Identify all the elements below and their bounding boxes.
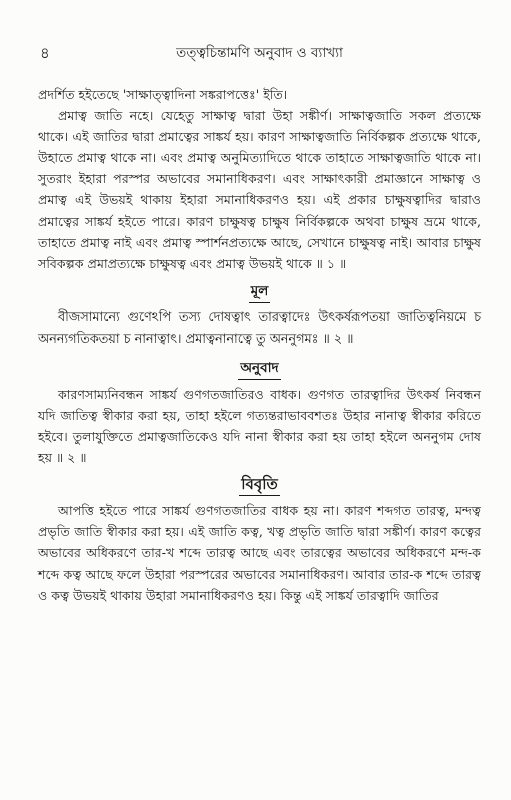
mula-section [38,307,481,351]
vivriti-heading-text: বিবৃতি [239,475,280,496]
intro-line: প্রদর্শিত হইতেছে 'সাক্ষাত্ত্বাদিনা সঙ্করাপত্তেঃ' ইতি। [38,87,288,102]
anuvad-text: কারণসাম্যনিবন্ধন সাঙ্কর্য গুণগতজাতিরও বাধক। গুণগত তারত্বাদির উৎকর্ষ নিবন্ধন যদি জাতিত্ব স্বীকার করা হয়, তাহা হইলে গত্যন্তরাভাববশতঃ উহার নানাত্ব স্বীকার করিতে হইবে। তুলাযুক্তিতে প্রমাত্বজাতিকেও যদি নানা স্বীকার করা হয় তাহা হইলে অননুগম দোষ হয় ॥ ২ ॥ [38,386,481,466]
vivriti-heading [38,474,481,496]
vivriti-text: আপত্তি হইতে পারে সাঙ্কর্য গুণগতজাতির বাধক হয় না। কারণ শব্দগত তারত্ব, মন্দত্ব প্রভৃতি জাতি স্বীকার করা হয়। এই জাতি কত্ব, খত্ব প্রভৃতি জাতি দ্বারা সঙ্কীর্ণ। কারণ কত্বের অভাবের অধিকরণে তার-খ শব্দে তারত্ব আছে এবং তারত্বের অভাবের অধিকরণে মন্দ-ক শব্দে কত্ব আছে ফলে উহারা পরস্পরের অভাবের সমানাধিকরণ। আবার তার-ক শব্দে তারত্ব ও কত্ব উভয়ই থাকায় উহারা সমানাধিকরণও হয়। কিন্তু এই সাঙ্কর্য তারত্বাদি জাতির [38,503,481,603]
page-body [38,84,481,606]
mula-text: বীজসামান্যে গুণেঽপি তস্য দোষত্বাৎ তারত্বাদেঃ উৎকর্ষরূপতয়া জাতিত্বনিয়মে চ অনন্যগতিকতয়া চ নানাত্বাৎ। প্রমাত্বনানাত্বে তু অননুগমঃ ॥ ২ ॥ [38,309,481,347]
mula-heading [38,280,481,303]
anuvad-heading-text: অনুবাদ [238,359,280,380]
mula-heading-text: মূল [249,282,271,303]
anuvad-heading [38,357,481,380]
page-number: ৪ [40,44,50,62]
running-title: তত্ত্বচিন্তামণি অনুবাদ ও ব্যাখ্যা [176,45,343,61]
intro-paragraph: প্রমাত্ব জাতি নহে। যেহেতু সাক্ষাত্ব দ্বারা উহা সঙ্কীর্ণ। সাক্ষাত্বজাতি সকল প্রত্যক্ষে থাকে। এই জাতির দ্বারা প্রমাত্বের সাঙ্কর্য হয়। কারণ সাক্ষাত্বজাতি নির্বিকল্পক প্রত্যক্ষে থাকে, উহাতে প্রমাত্ব থাকে না। এবং প্রমাত্ব অনুমিত্যাদিতে থাকে তাহাতে সাক্ষাত্বজাতি থাকে না। সুতরাং ইহারা পরস্পর অভাবের সমানাধিকরণ। এবং সাক্ষাৎকারী প্রমাজ্ঞানে সাক্ষাত্ব ও প্রমাত্ব এই উভয়ই থাকায় ইহারা সমানাধিকরণও হয়। এই প্রকার চাক্ষুষত্বাদির দ্বারাও প্রমাত্বের সাঙ্কর্য হইতে পারে। কারণ চাক্ষুষত্ব চাক্ষুষ নির্বিকল্পকে অথবা চাক্ষুষ ভ্রমে থাকে, তাহাতে প্রমাত্ব নাই এবং প্রমাত্ব স্পার্শনপ্রত্যক্ষে আছে, সেখানে চাক্ষুষত্ব নাই। আবার চাক্ষুষ সবিকল্পক প্রমাপ্রত্যক্ষে চাক্ষুষত্ব এবং প্রমাত্ব উভয়ই থাকে ॥ ১ ॥ [38,108,481,271]
page-header [38,42,481,64]
